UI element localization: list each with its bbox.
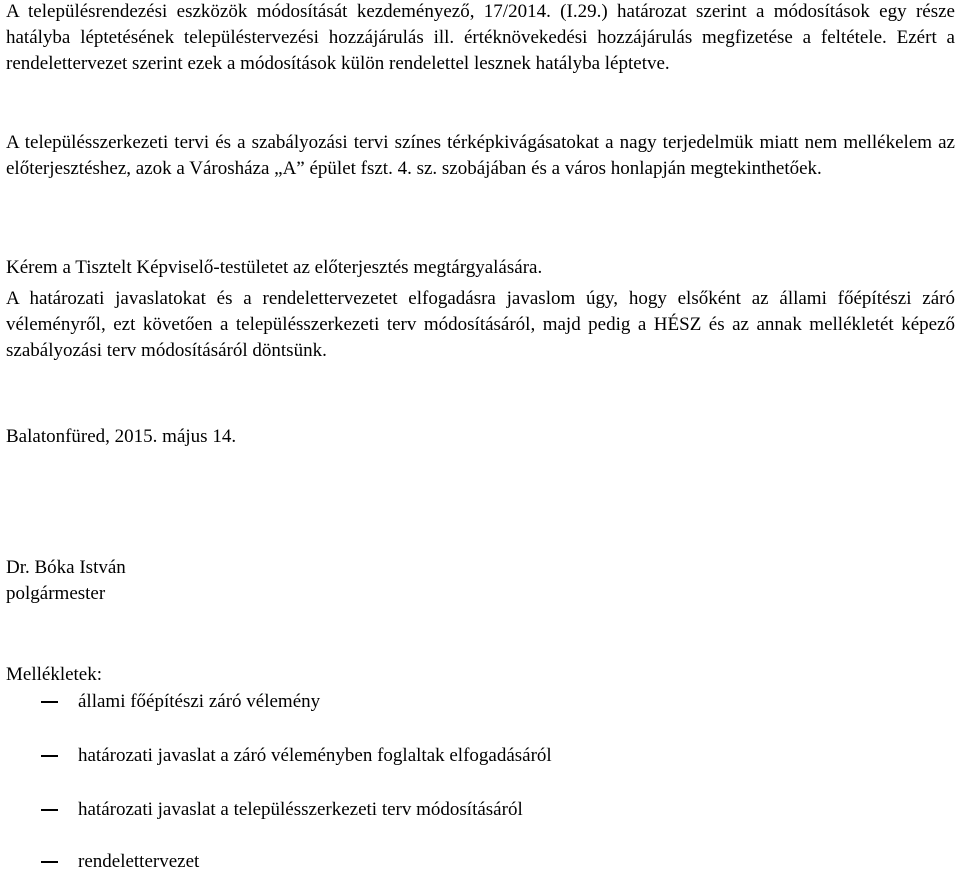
dash-bullet-icon [41,809,58,811]
signer-name: Dr. Bóka István [6,557,126,578]
dash-bullet-icon [41,701,58,703]
paragraph-proposal: A határozati javaslatokat és a rendelettervezetet elfogadásra javaslom úgy, hogy elsőként az állami főépítészi záró véleményről, ezt követően a településszerkezeti terv módosításáról, majd pedig a HÉSZ és az annak mellékletét képező szabályozási terv módosításáról döntsünk. [6,288,955,361]
paragraph-request: Kérem a Tisztelt Képviselő-testületet az előterjesztés megtárgyalására. [6,257,543,278]
attachment-label: rendelettervezet [78,851,200,872]
paragraph-intro: A településrendezési eszközök módosítását kezdeményező, 17/2014. (I.29.) határozat szerint a módosítások egy része hatályba léptetésének településtervezési hozzájárulás ill. értéknövekedési hozzájárulás megfizetése a feltétele. Ezért a rendelettervezet szerint ezek a módosítások külön rendelettel lesznek hatályba léptetve. [6,1,955,74]
attachment-label: határozati javaslat a záró véleményben foglaltak elfogadásáról [78,745,552,766]
dash-bullet-icon [41,755,58,757]
paragraph-maps-note: A településszerkezeti tervi és a szabályozási tervi színes térképkivágásatokat a nagy terjedelmük miatt nem mellékelem az előterjesztéshez, azok a Városháza „A” épület fszt. 4. sz. szobájában és a város honlapján megtekinthetőek. [6,132,955,179]
attachment-label: állami főépítészi záró vélemény [78,691,321,712]
place-date: Balatonfüred, 2015. május 14. [6,426,237,447]
signer-title: polgármester [6,583,106,604]
attachment-label: határozati javaslat a településszerkezeti terv módosításáról [78,799,523,820]
dash-bullet-icon [41,861,58,863]
attachments-heading: Mellékletek: [6,664,103,685]
